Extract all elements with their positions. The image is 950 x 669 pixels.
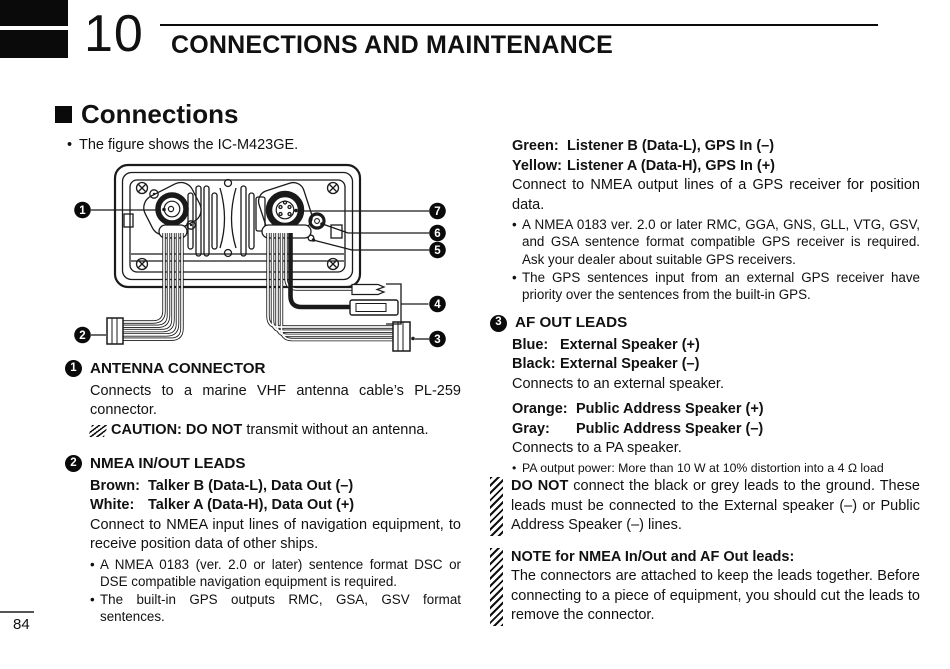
chapter-title: CONNECTIONS AND MAINTENANCE xyxy=(171,31,613,59)
nmea-in-body: Connect to NMEA output lines of a GPS receiver for position data. xyxy=(512,177,920,213)
intro-bullet xyxy=(67,137,298,153)
lead-black xyxy=(512,355,920,375)
lead-color: Orange: xyxy=(512,401,568,418)
antenna-section-body: Connects to a marine VHF antenna cable’s PL-259 connector. xyxy=(90,382,461,418)
lead-white xyxy=(90,496,461,516)
af-caution-bold: DO NOT xyxy=(511,478,569,495)
bullet-dot: • xyxy=(512,460,517,475)
antenna-section-heading xyxy=(65,359,461,379)
nmea-out-leads xyxy=(90,477,461,516)
antenna-section-title: ANTENNA CONNECTOR xyxy=(90,360,266,377)
intro-text: The figure shows the IC-M423GE. xyxy=(79,137,299,153)
lead-color: Black: xyxy=(512,356,556,373)
square-bullet-icon xyxy=(55,106,72,123)
af-caution-block xyxy=(490,477,920,536)
nmea-in-bullet-2 xyxy=(512,269,920,304)
lead-green xyxy=(512,137,920,157)
af-caution-text xyxy=(511,477,920,536)
lead-desc: Listener B (Data-L), GPS In (–) xyxy=(567,138,775,154)
af-pa-bullet xyxy=(512,460,920,477)
bullet-dot: • xyxy=(67,137,73,153)
chapter-tab-lower xyxy=(0,30,68,58)
rear-panel-diagram xyxy=(65,157,465,364)
lead-desc: Talker A (Data-H), Data Out (+) xyxy=(148,497,355,513)
lead-desc: Public Address Speaker (+) xyxy=(576,401,764,418)
callout-badge-2: 2 xyxy=(65,455,82,472)
nmea-out-bullet-1 xyxy=(90,556,461,591)
bullet-dot: • xyxy=(90,556,95,572)
chapter-tab-upper xyxy=(0,0,68,26)
bullet-text: A NMEA 0183 ver. 2.0 or later RMC, GGA, GNS, GLL, VTG, GSV, and GSA sentence format compatible GPS receiver is required. Ask your dealer about suitable GPS receivers. xyxy=(522,217,920,267)
nmea-in-bullet-1 xyxy=(512,216,920,268)
antenna-caution-bold: CAUTION: DO NOT xyxy=(111,421,243,438)
lead-color: White: xyxy=(90,497,135,513)
callout-1: 1 xyxy=(79,205,86,217)
black-lead-terminal xyxy=(350,300,398,315)
lead-gray xyxy=(512,420,920,440)
nmea-section-title: NMEA IN/OUT LEADS xyxy=(90,455,246,472)
callout-4: 4 xyxy=(434,299,441,311)
callout-badge-1: 1 xyxy=(65,360,82,377)
lead-color: Gray: xyxy=(512,420,550,437)
bullet-text: The built-in GPS outputs RMC, GSA, GSV format sentences. xyxy=(100,592,461,625)
right-column xyxy=(490,137,920,626)
note-block xyxy=(490,548,920,626)
note-title: NOTE for NMEA In/Out and AF Out leads: xyxy=(511,548,795,565)
lead-desc: External Speaker (–) xyxy=(560,356,700,373)
af-pa-body: Connects to a PA speaker. xyxy=(512,440,682,457)
af-caution-rest: connect the black or grey leads to the ground. These leads must be connected to the External speaker (–) or Public Address Speaker (–) lines. xyxy=(511,478,920,534)
lead-desc: Listener A (Data-H), GPS In (+) xyxy=(567,157,775,174)
callout-6: 6 xyxy=(434,228,441,240)
nmea-section-heading xyxy=(65,454,461,474)
lead-blue xyxy=(512,336,920,356)
lead-yellow xyxy=(512,157,920,177)
antenna-caution-rest: transmit without an antenna. xyxy=(242,421,429,438)
callout-3: 3 xyxy=(434,334,441,346)
callout-5: 5 xyxy=(434,245,441,257)
radio-rear-panel xyxy=(115,165,360,287)
lead-color: Blue: xyxy=(512,336,549,353)
lead-color: Brown: xyxy=(90,477,140,494)
bullet-text: PA output power: More than 10 W at 10% distortion into a 4 Ω load xyxy=(522,460,884,475)
lead-desc: External Speaker (+) xyxy=(560,336,700,353)
footer-rule xyxy=(0,611,34,613)
header-rule xyxy=(160,24,878,26)
section-heading-label: Connections xyxy=(81,99,239,129)
bullet-dot: • xyxy=(90,592,95,608)
lead-orange xyxy=(512,400,920,420)
af-pa-leads xyxy=(512,400,920,439)
chapter-number: 10 xyxy=(84,5,144,63)
white-lead-terminal xyxy=(352,285,384,295)
caution-hatch-icon xyxy=(88,425,108,437)
lead-color: Yellow: xyxy=(512,157,562,174)
caution-hatch-bar xyxy=(490,477,503,536)
lead-desc: Talker B (Data-L), Data Out (–) xyxy=(148,477,354,494)
page-number: 84 xyxy=(13,616,30,633)
bullet-dot: • xyxy=(512,217,517,232)
antenna-caution-text xyxy=(111,421,429,441)
af-ext-body: Connects to an external speaker. xyxy=(512,375,724,392)
nmea-out-body: Connect to NMEA input lines of navigation equipment, to receive position data of other ships. xyxy=(90,516,461,552)
nmea-in-leads xyxy=(512,137,920,176)
callout-badge-3: 3 xyxy=(490,315,507,332)
note-text xyxy=(511,548,920,626)
af-section-heading xyxy=(490,313,920,333)
left-column xyxy=(65,359,461,626)
section-heading xyxy=(55,99,238,130)
callout-2: 2 xyxy=(79,330,86,342)
lead-brown xyxy=(90,477,461,497)
bullet-text: The GPS sentences input from an external GPS receiver have priority over the sentences from the built-in GPS. xyxy=(522,269,920,303)
bullet-text: A NMEA 0183 (ver. 2.0 or later) sentence format DSC or DSE compatible navigation equipment is required. xyxy=(100,556,461,589)
note-body: The connectors are attached to keep the leads together. Before connecting to a piece of equipment, you should cut the leads to remove the connector. xyxy=(511,568,920,624)
lead-desc: Public Address Speaker (–) xyxy=(576,420,764,437)
lead-color: Green: xyxy=(512,138,559,154)
callout-7: 7 xyxy=(434,206,441,218)
note-hatch-bar xyxy=(490,548,503,626)
af-ext-leads xyxy=(512,336,920,375)
bullet-dot: • xyxy=(512,269,517,285)
antenna-caution xyxy=(90,421,461,441)
nmea-out-bullet-2 xyxy=(90,591,461,626)
af-section-title: AF OUT LEADS xyxy=(515,314,628,332)
